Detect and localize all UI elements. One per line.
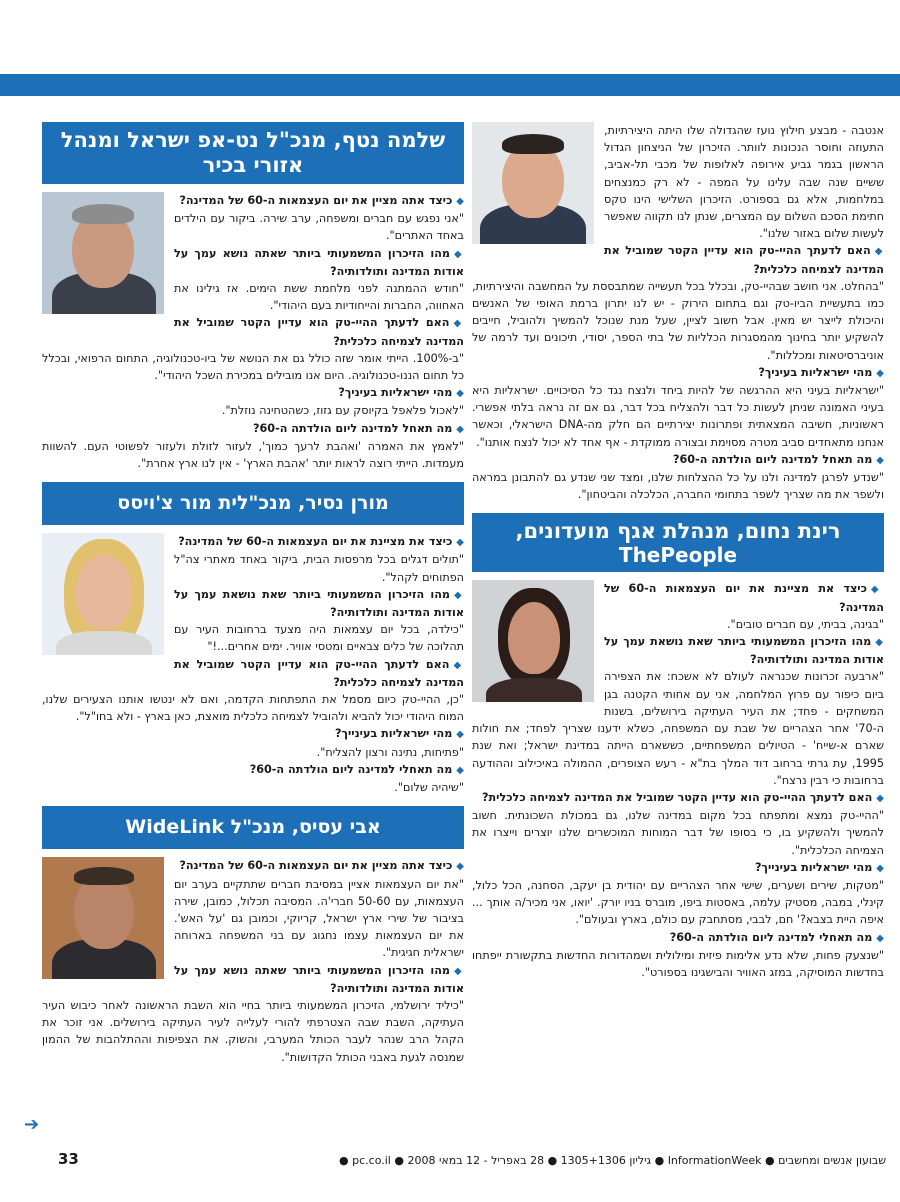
bullet-icon: ◆ (456, 861, 464, 873)
moran-q5: מה תאחלי למדינה ליום הולדתה ה-60? (249, 762, 453, 776)
left-column (42, 122, 464, 1076)
shlomo-photo (42, 192, 164, 314)
shlomo-q1: כיצד אתה מציין את יום העצמאות ה-60 של המדינה? (179, 194, 453, 207)
bullet-icon: ◆ (456, 196, 464, 207)
intro-q4: מהי ישראליות בעיניך? (758, 365, 873, 379)
intro-section (472, 122, 884, 503)
rinat-section (472, 513, 884, 981)
rinat-q3: האם לדעתך ההיי-טק הוא עדיין הקטר שמוביל את המדינה לצמיחה כלכלית? (482, 790, 873, 804)
shlomo-q2: מהו הזיכרון המשמעותי ביותר שאתה נושא עמך על אודות המדינה ותולדותיה? (174, 246, 464, 278)
shlomo-a3: "ב-100%. הייתי אומר שזה כולל גם את הנושא של ביו-טכנולוגיה, התחום הרפואי, ובכלל כל תחום הננו-טכנולוגיה. היום אנו מובילים במכירת השכל היהודי". (42, 351, 464, 383)
rinat-q5: מה תאחלי למדינה ליום הולדתה ה-60? (669, 930, 873, 944)
bullet-icon: ◆ (453, 659, 464, 671)
rinat-a3: "ההיי-טק נמצא ומתפתח בכל מקום במדינה שלנו, גם במכולת השכונתית. חשוב להמשיך ולהשקיע בו, כי בסופו של דבר המוחות המוכשרים שלנו יוצרים וייצרו את הצמיחה הכלכלית". (472, 809, 884, 857)
intro-q5: מה תאחל למדינה ליום הולדתה ה-60? (673, 452, 873, 466)
shlomo-title: שלמה נטף, מנכ"ל נט-אפ ישראל ומנהל אזורי בכיר (42, 122, 464, 184)
rinat-photo (472, 580, 594, 702)
intro-photo (472, 122, 594, 244)
moran-a1: "תולים דגלים בכל מרפסות הבית, ביקור באחד מאתרי צה"ל הפתוחים לקהל". (174, 553, 464, 584)
moran-section (42, 482, 464, 796)
intro-a4: "ישראליות בעיני היא ההרגשה של להיות ביחד ולנצח נגד כל הסיכויים. ישראליות היא בעיני האמונה שניתן לעשות כל דבר ולהצליח בכל דבר, גם אם זה נראה בלתי אפשרי. ראשוניות, חשיבה המצאתית ופתרונות יצירתיים הם חלק מה-DNA הישראלי, וכאשר אנחנו מתאחדים סביב מטרה מסוימת ובצורה ממוקדת - אף אחד לא יכול לנצח אותנו". (472, 384, 884, 449)
continue-arrow-icon: ➔ (24, 1114, 40, 1135)
page-number: 33 (58, 1150, 79, 1168)
avi-photo (42, 857, 164, 979)
avi-q2: מהו הזיכרון המשמעותי ביותר שאתה נושא עמך על אודות המדינה ותולדותיה? (174, 963, 464, 995)
bullet-icon: ◆ (456, 423, 464, 435)
intro-text: אנטבה - מבצע חילוץ נועז שהגדולה שלו היתה היצירתיות, התעוזה וחוסר הנכונות לוותר. הזיכרון של הניצחון הגדול הראשון בגמר גביע אירופה לאלופות של מכבי תל-אביב, ששיים שנה שבה עלינו על המפה - לא רק כמנצחים במלחמות, אלא גם בספורט. הזיכרון השלישי הינו טקס חתימת הסכם השלום עם המצרים, שנתן לנו תקווה שאפשר לעשות שלום באזור שלנו". (604, 124, 884, 241)
moran-title: מורן נסיר, מנכ"לית מור צ'ויסס (42, 482, 464, 525)
moran-a2: "כילדה, בכל יום עצמאות היה מצעד ברחובות העיר עם תהלוכה של כלים צבאיים ומטסי אוויר. ימים אחרים...!" (174, 623, 464, 654)
shlomo-q3: האם לדעתך ההיי-טק הוא עדיין הקטר שמוביל את המדינה לצמיחה כלכלית? (174, 316, 464, 348)
bullet-icon: ◆ (453, 318, 464, 330)
bullet-icon: ◆ (876, 367, 884, 379)
avi-a2: "כיליד ירושלמי, הזיכרון המשמעותי ביותר בחיי הוא השבת הראשונה לאחר כיבוש העיר העתיקה, השבת שבה הצטרפתי להורי לעלייה לעיר העתיקה בירושלים. אני זוכר את הקהל הרב שנהר לעבר הכותל המערבי, והשוק. את הצפיפות וההתלהבות של ההמון שמנסה לגעת באבני הכותל הקדושות". (42, 998, 464, 1064)
intro-q3: האם לדעתך ההיי-טק הוא עדיין הקטר שמוביל את המדינה לצמיחה כלכלית? (604, 244, 884, 276)
shlomo-q5: מה תאחל למדינה ליום הולדתה ה-60? (253, 421, 453, 435)
avi-q1: כיצד אתה מציין את יום העצמאות ה-60 של המדינה? (179, 859, 453, 873)
moran-q2: מהו הזיכרון המשמעותי ביותר שאת נושאת עמך על אודות המדינה ותולדותיה? (174, 587, 464, 620)
rinat-q1: כיצד את מציינת את יום העצמאות ה-60 של המדינה? (604, 582, 884, 614)
avi-section (42, 806, 464, 1065)
moran-a5: "שיהיה שלום". (394, 781, 464, 795)
bullet-icon: ◆ (456, 537, 464, 549)
rinat-a5: "שנצעק פחות, שלא נדע אלימות פיזית ומילולית ושמהדורות החדשות בתקשורת ייפתחו בחדשות המוסיקה, במזג האוויר והבישגינו בספורט". (472, 948, 884, 979)
top-color-bar (0, 74, 900, 96)
rinat-title (472, 513, 884, 572)
shlomo-a2: "חודש ההמתנה לפני מלחמת ששת הימים. אז גילינו את האחווה, החברות והייחודיות בעם היהודי". (174, 282, 464, 313)
rinat-title-latin: ThePeople (618, 543, 738, 568)
intro-a3: "בהחלט. אני חושב שבהיי-טק, ובכלל בכל תעשייה שמתבססת על המחשבה והיצירתיות, כמו בתעשיית הביו-טק וגם בתחום הירוק - יש לנו יתרון ברמת האופי של האנשים והיכולת לייצר יש מאין. אבל חשוב לציין, שעל מנת שנוכל להמשיך ולהוביל, חייבים להשקיע יותר בחינוך מהמסגרות הכלליות של בתי הספר, יסודי, תיכונים ועד לרמה של אוניברסיטאות ומכללות". (472, 279, 884, 362)
rinat-a4: "מטקות, שירים ושערים, שישי אחר הצהריים עם יהודית בן יעקב, הסחנה, הכל כלול, קינלי, במבה, מסטיק עלמה, באסטות ביפו, מוברס בניו יורק. 'יואו, אני מכיר/ה אותך ... איפה היית בצבא?' חם, לבבי, מסתחבק עם כולם, בארץ ובעולם". (472, 878, 884, 927)
rinat-a1: "בגינה, בביתי, עם חברים טובים". (727, 617, 884, 631)
rinat-a2: "ארבעה זכרונות שכנראה לעולם לא אשכח: את הצפירה ביום כיפור עם פרוץ המלחמה, אני עם אחותי הקטנה בגן המשחקים - פחד; את העיר העתיקה בירושלים, בשנות ה-70' אחר הצהריים של שבת עם המשפחה, כשלא ידענו שצריך לפחד; את חולות שארם א-שייח' - הטיולים המשפחתיים, כששארם הייתה במדינת ישראל; ואת שנת 1995, עת גרתי ברחוב דוד המלך בת"א - רעש הצופרים, ההמולה באיכילוב וההודעה ברחובות כי רבין נרצח". (472, 670, 884, 787)
right-column (472, 122, 884, 991)
bullet-icon: ◆ (876, 932, 884, 944)
bullet-icon: ◆ (453, 965, 464, 977)
bullet-icon: ◆ (876, 862, 884, 874)
bullet-icon: ◆ (456, 764, 464, 776)
bullet-icon: ◆ (453, 248, 464, 260)
shlomo-a5: "לאמץ את האמרה 'ואהבת לרעך כמוך', לעזור לזולת ולעזור לפשוטי העם. להשוות מעמדות. הייתי רוצה לראות יותר 'אהבת הארץ' - אין לנו ארץ אחרת". (42, 439, 464, 471)
bullet-icon: ◆ (456, 729, 464, 741)
shlomo-section (42, 122, 464, 472)
rinat-q4: מהי ישראליות בעינייך? (755, 860, 873, 874)
moran-q3: האם לדעתך ההיי-טק הוא עדיין הקטר שמוביל את המדינה לצמיחה כלכלית? (174, 657, 464, 689)
moran-q1: כיצד את מציינת את יום העצמאות ה-60 של המדינה? (178, 535, 453, 549)
bullet-icon: ◆ (874, 246, 884, 258)
shlomo-a4: "לאכול פלאפל בקיוסק עם גזוז, כשהטחינה נוזלת". (221, 404, 464, 418)
moran-a4: "פתיחות, נתינה ורצון להצליח". (316, 745, 464, 759)
avi-a1: "את יום העצמאות אציין במסיבת חברים שתתקיים בערב יום העצמאות, עם 50-60 חברי'ה. המסיבה תכלול, כמובן, שירה בציבור של שירי ארץ ישראל, קריוקי, וכמובן גם 'על האש'. את יום העצמאות עצמו נחגוג עם בני המשפחה בארוחה ישראלית חגיגית". (174, 877, 464, 960)
bullet-icon: ◆ (453, 589, 464, 601)
bullet-icon: ◆ (876, 454, 884, 466)
moran-a3: "כן, ההיי-טק כיום מסמל את התפתחות הקדמה, ואם לא ינטשו אותנו הצעירים שלנו, המוח היהודי יכול להביא ולהוביל לצמיחה כלכלית מואצת, כאן בארץ - ולא בחו"ל". (42, 693, 464, 724)
page-footer: שבועון אנשים ומחשבים ● InformationWeek ● גיליון 1305+1306 ● 28 באפריל - 12 במאי 2008 ● pc.co.il ● (339, 1154, 886, 1167)
bullet-icon: ◆ (875, 637, 884, 649)
shlomo-q4: מהי ישראליות בעיניך? (338, 386, 453, 400)
bullet-icon: ◆ (876, 792, 884, 804)
bullet-icon: ◆ (870, 584, 884, 596)
bullet-icon: ◆ (456, 388, 464, 400)
avi-title: אבי עסיס, מנכ"ל WideLink (42, 806, 464, 849)
rinat-title-hebrew: רינת נחום, מנהלת אגף מועדונים, (515, 519, 841, 544)
intro-a5: "שנדע לפרגן למדינה ולנו על כל ההצלחות שלנו, ומצד שני שנדע גם להתבונן במראה ולשפר את מה שצריך לשפר בתחומי החברה, הכלכלה והביטחון". (472, 471, 884, 502)
shlomo-a1: "אני נפגש עם חברים ומשפחה, ערב שירה. ביקור עם הילדים באחד האתרים". (174, 212, 464, 243)
moran-q4: מהי ישראליות בעינייך? (335, 727, 453, 741)
moran-photo (42, 533, 164, 655)
rinat-q2: מהו הזיכרון המשמעותי ביותר שאת נושאת עמך על אודות המדינה ותולדותיה? (604, 635, 884, 667)
